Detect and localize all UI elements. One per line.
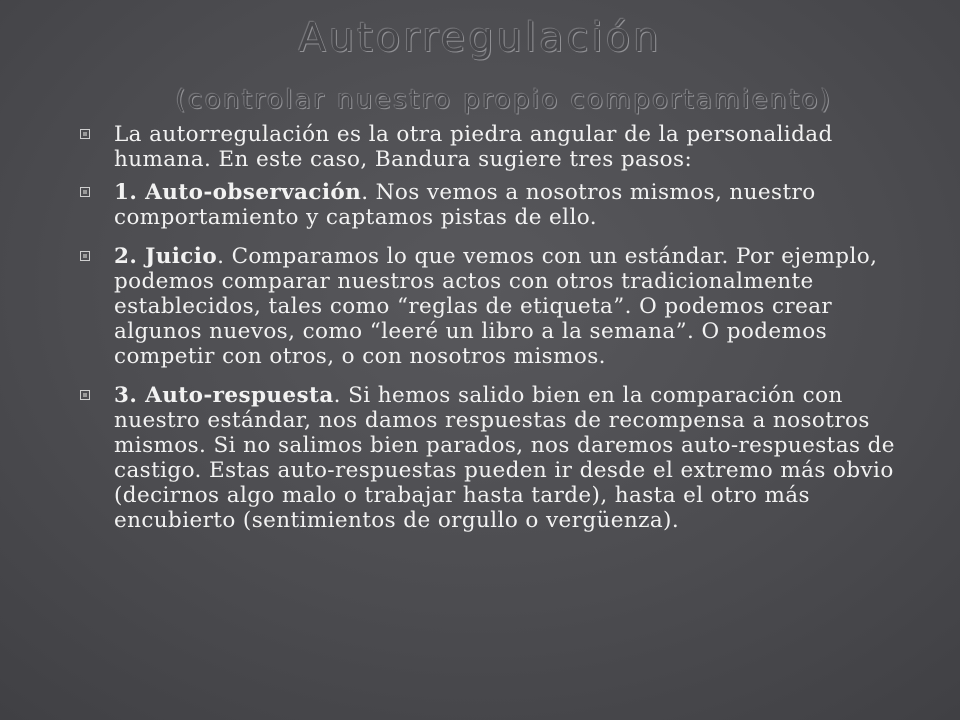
bullet-list [80,122,900,547]
step-2-label: 2. Juicio [114,244,218,269]
step-3-text: . Si hemos salido bien en la comparación con nuestro estándar, nos damos respuestas de recompensa a nosotros mismos. Si no salimos bien parados, nos daremos auto-respuestas de castigo. Estas auto-respuestas pueden ir desde el extremo más obvio (decirnos algo malo o trabajar hasta tarde), hasta el otro más encubierto (sentimientos de orgullo o vergüenza). [114,383,895,533]
step-1-label: 1. Auto-observación [114,180,362,205]
square-bullet-icon [80,129,90,139]
intro-text: La autorregulación es la otra piedra angular de la personalidad humana. En este caso, Bandura sugiere tres pasos: [114,122,833,172]
slide-subtitle: (controlar nuestro propio comportamiento) [175,85,833,115]
step-2-text: . Comparamos lo que vemos con un estándar. Por ejemplo, podemos comparar nuestros actos con otros tradicionalmente establecidos, tales como “reglas de etiqueta”. O podemos crear algunos nuevos, como “leeré un libro a la semana”. O podemos competir con otros, o con nosotros mismos. [114,244,878,369]
step-3-label: 3. Auto-respuesta [114,383,334,408]
bullet-item-step-2 [80,244,900,369]
bullet-item-step-3 [80,383,900,533]
bullet-item-step-1 [80,180,900,230]
square-bullet-icon [80,390,90,400]
square-bullet-icon [80,251,90,261]
step-1-text: . Nos vemos a nosotros mismos, nuestro comportamiento y captamos pistas de ello. [114,180,816,230]
square-bullet-icon [80,187,90,197]
slide-title: Autorregulación [298,15,662,61]
bullet-item-intro [80,122,900,172]
